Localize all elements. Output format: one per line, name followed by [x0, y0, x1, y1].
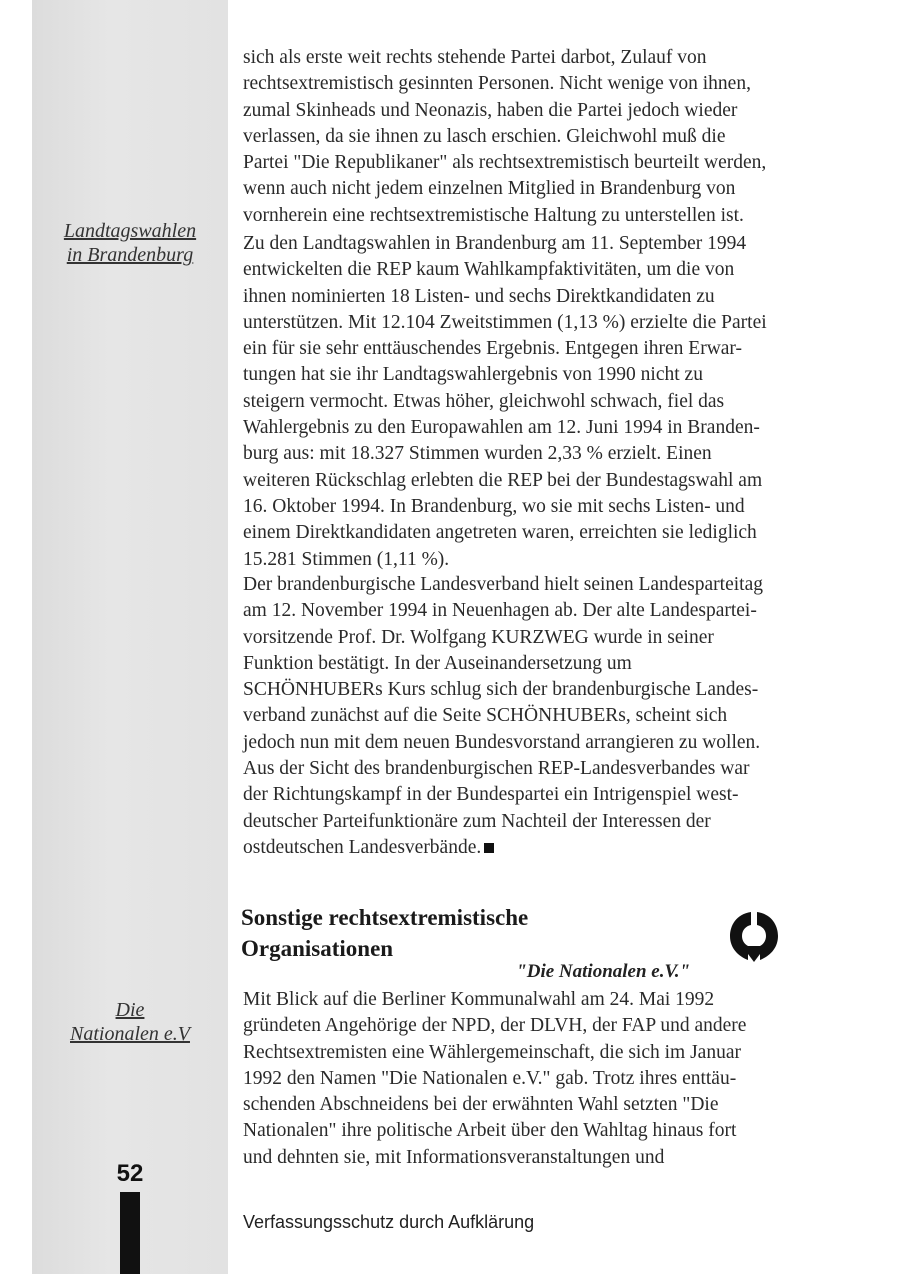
text-line: verband zunächst auf die Seite SCHÖNHUBERs, scheint sich	[243, 705, 728, 727]
text-line: 1992 den Namen "Die Nationalen e.V." gab. Trotz ihres enttäu-	[243, 1067, 737, 1089]
text-line: Funktion bestätigt. In der Auseinandersetzung um	[243, 652, 632, 674]
page-footer: Verfassungsschutz durch Aufklärung	[243, 1212, 535, 1232]
text-line: ihnen nominierten 18 Listen- und sechs Direktkandidaten zu	[243, 285, 715, 307]
text-line: Zu den Landtagswahlen in Brandenburg am 11. September 1994	[243, 233, 747, 254]
text-line: Der brandenburgische Landesverband hielt seinen Landesparteitag	[243, 574, 763, 595]
text-line: Wahlergebnis zu den Europawahlen am 12. Juni 1994 in Branden-	[243, 417, 760, 439]
paragraph-1	[243, 45, 823, 229]
text-line: SCHÖNHUBERs Kurs schlug sich der brandenburgische Landes-	[243, 679, 759, 701]
text-line: Partei "Die Republikaner" als rechtsextremistisch beurteilt werden,	[243, 152, 767, 174]
paragraph-4	[243, 987, 823, 1171]
text-line: am 12. November 1994 in Neuenhagen ab. Der alte Landespartei-	[243, 600, 757, 622]
margin-note-nationalen	[32, 998, 228, 1046]
text-line: und dehnten sie, mit Informationsveranstaltungen und	[243, 1146, 665, 1168]
text-line: 15.281 Stimmen (1,11 %).	[243, 548, 450, 570]
text-line: Rechtsextremisten eine Wählergemeinschaft, die sich im Januar	[243, 1041, 741, 1063]
text-line: der Richtungskampf in der Bundespartei ein Intrigenspiel west-	[243, 784, 739, 806]
margin-note-line: Nationalen e.V	[70, 1023, 190, 1045]
text-line: ostdeutschen Landesverbände.	[243, 836, 482, 858]
text-line: wenn auch nicht jedem einzelnen Mitglied in Brandenburg von	[243, 178, 736, 200]
paragraph-3	[243, 572, 823, 861]
text-line: Mit Blick auf die Berliner Kommunalwahl am 24. Mai 1992	[243, 989, 715, 1010]
section-heading-line: Sonstige rechtsextremistische	[241, 905, 529, 930]
section-emblem-icon	[728, 908, 780, 964]
text-line: einem Direktkandidaten angetreten waren, erreichten sie lediglich	[243, 522, 757, 544]
text-line: ein für sie sehr enttäuschendes Ergebnis. Entgegen ihren Erwar-	[243, 338, 743, 360]
text-line: tungen hat sie ihr Landtagswahlergebnis von 1990 nicht zu	[243, 364, 703, 386]
text-line: schenden Abschneidens bei der erwähnten Wahl setzten "Die	[243, 1094, 719, 1116]
text-line: entwickelten die REP kaum Wahlkampfaktivitäten, um die von	[243, 259, 735, 281]
text-line: deutscher Parteifunktionäre zum Nachteil der Interessen der	[243, 810, 711, 832]
text-line: zumal Skinheads und Neonazis, haben die Partei jedoch wieder	[243, 99, 738, 121]
section-heading-line: Organisationen	[241, 936, 394, 961]
text-line: Aus der Sicht des brandenburgischen REP-Landesverbandes war	[243, 758, 750, 780]
margin-note-line: in Brandenburg	[66, 244, 194, 266]
text-line: sich als erste weit rechts stehende Partei darbot, Zulauf von	[243, 47, 707, 68]
text-line: steigern vermocht. Etwas höher, gleichwohl schwach, fiel das	[243, 390, 725, 412]
text-line: verlassen, da sie ihnen zu lasch erschien. Gleichwohl muß die	[243, 125, 726, 147]
text-line: unterstützen. Mit 12.104 Zweitstimmen (1,13 %) erzielte die Partei	[243, 311, 767, 333]
end-of-article-mark	[484, 843, 494, 853]
text-line: vornherein eine rechtsextremistische Haltung zu unterstellen ist.	[243, 204, 744, 226]
text-line: rechtsextremistisch gesinnten Personen. Nicht wenige von ihnen,	[243, 73, 751, 95]
margin-note-line: Landtagswahlen	[63, 220, 197, 242]
section-heading	[241, 902, 528, 964]
text-line: Nationalen" ihre politische Arbeit über den Wahltag hinaus fort	[243, 1120, 737, 1142]
text-line: gründeten Angehörige der NPD, der DLVH, der FAP und andere	[243, 1015, 747, 1037]
thumb-index-bar	[120, 1192, 140, 1274]
text-line: weiteren Rückschlag erlebten die REP bei der Bundestagswahl am	[243, 469, 763, 491]
subsection-heading: "Die Nationalen e.V."	[516, 961, 690, 982]
margin-column	[32, 0, 228, 1274]
margin-note-line: Die	[115, 999, 145, 1021]
text-line: vorsitzende Prof. Dr. Wolfgang KURZWEG wurde in seiner	[243, 626, 714, 648]
text-line: 16. Oktober 1994. In Brandenburg, wo sie mit sechs Listen- und	[243, 495, 745, 517]
margin-note-landtagswahlen	[32, 219, 228, 267]
text-line: jedoch nun mit dem neuen Bundesvorstand arrangieren zu wollen.	[243, 731, 761, 753]
paragraph-2	[243, 231, 823, 573]
page-number: 52	[116, 1160, 144, 1187]
text-line: burg aus: mit 18.327 Stimmen wurden 2,33 % erzielt. Einen	[243, 443, 712, 465]
